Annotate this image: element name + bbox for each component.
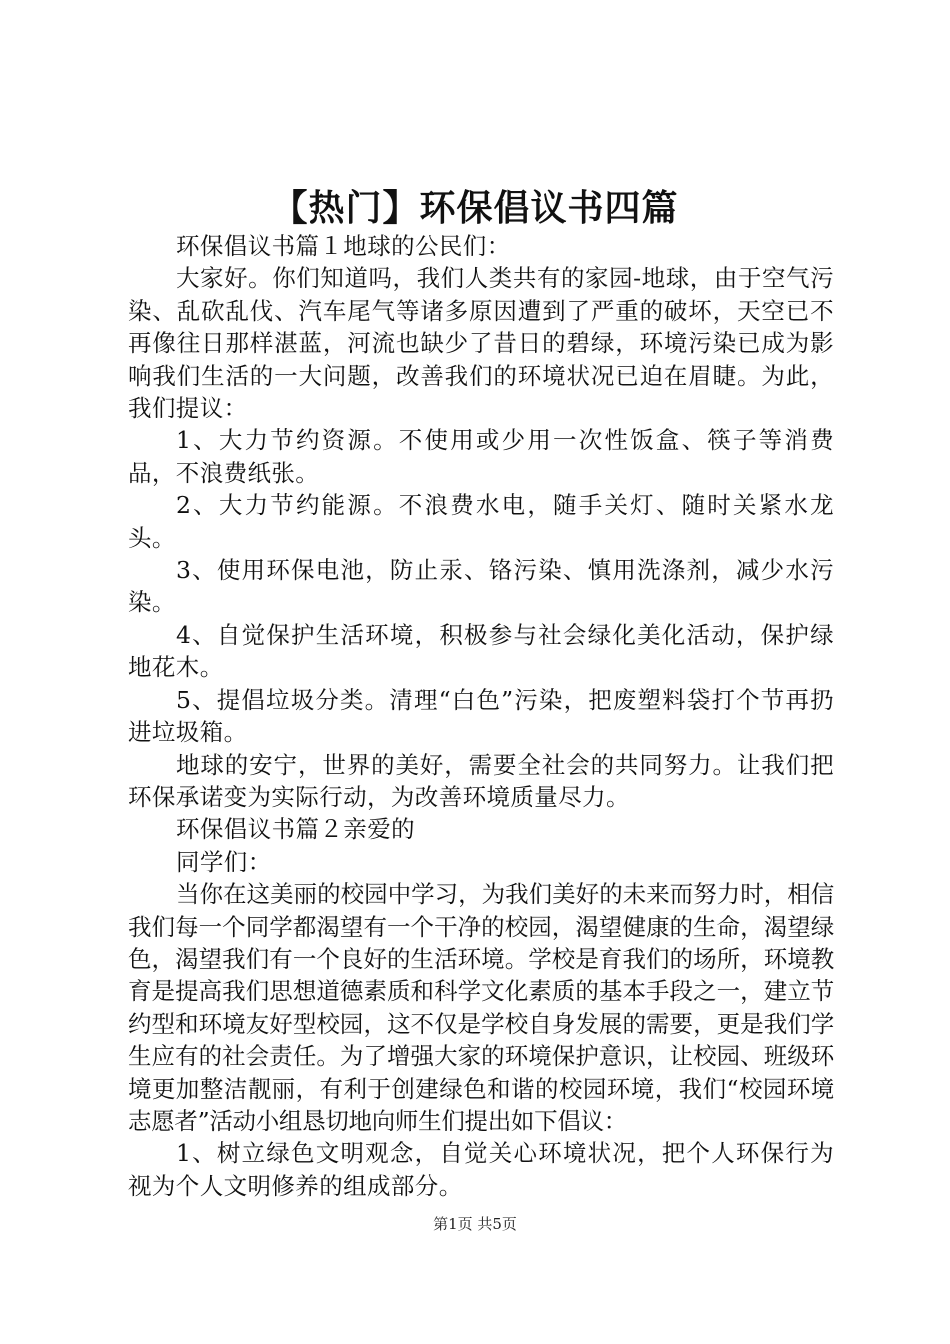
paragraph-item-3: 3、使用环保电池，防止汞、铬污染、慎用洗涤剂，减少水污染。: [128, 556, 834, 617]
paragraph-item-1: 1、大力节约资源。不使用或少用一次性饭盒、筷子等消费品，不浪费纸张。: [128, 426, 834, 487]
paragraph-heading-2: 环保倡议书篇２亲爱的: [176, 815, 415, 844]
document-body: [128, 230, 834, 1202]
paragraph-item-5: 5、提倡垃圾分类。清理“白色”污染，把废塑料袋打个节再扔进垃圾箱。: [128, 685, 834, 747]
paragraph-intro: 大家好。你们知道吗，我们人类共有的家园-地球，由于空气污染、乱砍乱伐、汽车尾气等诸多原因遭到了严重的破坏，天空已不再像往日那样湛蓝，河流也缺少了昔日的碧绿，环境污染已成为影响我们生活的一大问题，改善我们的环境状况已迫在眉睫。为此，我们提议：: [128, 264, 834, 423]
paragraph-heading-1: 环保倡议书篇１地球的公民们：: [176, 232, 511, 260]
paragraph-conclusion: 地球的安宁，世界的美好，需要全社会的共同努力。让我们把环保承诺变为实际行动，为改善环境质量尽力。: [128, 750, 834, 811]
page-footer: 第1页 共5页: [433, 1215, 517, 1233]
paragraph-item-2-1: 1、树立绿色文明观念，自觉关心环境状况，把个人环保行为视为个人文明修养的组成部分。: [128, 1139, 834, 1200]
paragraph-salutation: 同学们：: [176, 847, 272, 876]
paragraph-body-2: 当你在这美丽的校园中学习，为我们美好的未来而努力时，相信我们每一个同学都渴望有一个干净的校园，渴望健康的生命，渴望绿色，渴望我们有一个良好的生活环境。学校是育我们的场所，环境教育是提高我们思想道德素质和科学文化素质的基本手段之一，建立节约型和环境友好型校园，这不仅是学校自身发展的需要，更是我们学生应有的社会责任。为了增强大家的环境保护意识，让校园、班级环境更加整洁靓丽，有利于创建绿色和谐的校园环境，我们“校园环境志愿者”活动小组恳切地向师生们提出如下倡议：: [128, 880, 834, 1135]
paragraph-item-2: 2、大力节约能源。不浪费水电，随手关灯、随时关紧水龙头。: [128, 491, 834, 552]
document-title: 【热门】环保倡议书四篇: [271, 187, 679, 229]
paragraph-item-4: 4、自觉保护生活环境，积极参与社会绿化美化活动，保护绿地花木。: [128, 620, 834, 682]
